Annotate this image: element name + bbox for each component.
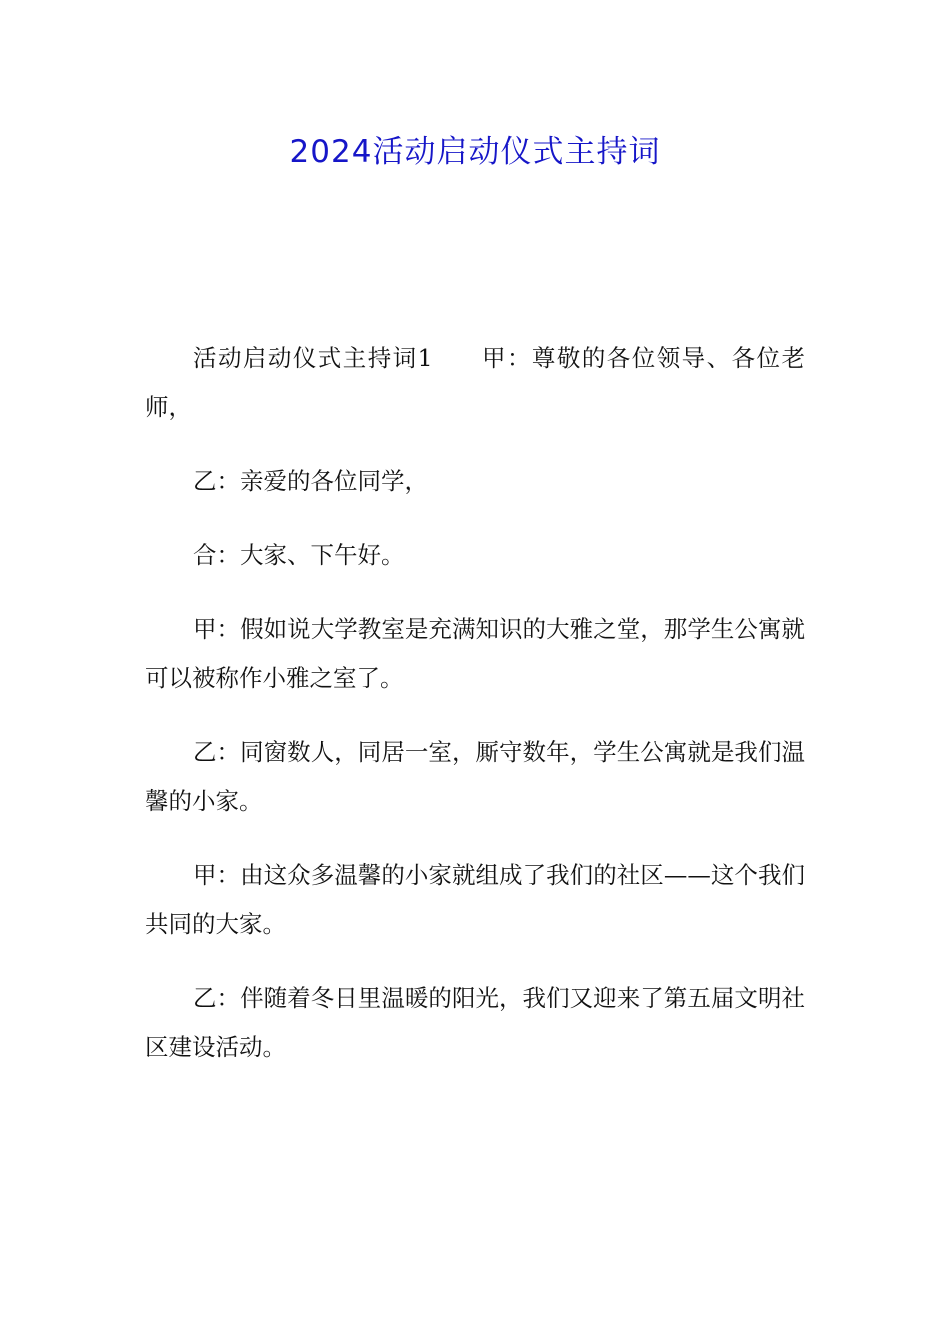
paragraph-1-text: 甲：尊敬的各位领导、各位老师， <box>145 344 805 421</box>
paragraph-1 <box>145 334 805 432</box>
section-heading: 活动启动仪式主持词1 <box>193 344 433 372</box>
document-title: 2024活动启动仪式主持词 <box>289 134 661 170</box>
paragraph-3: 合：大家、下午好。 <box>193 541 405 569</box>
paragraph-7: 乙：伴随着冬日里温暖的阳光，我们又迎来了第五届文明社区建设活动。 <box>145 984 805 1061</box>
paragraph-4: 甲：假如说大学教室是充满知识的大雅之堂，那学生公寓就可以被称作小雅之室了。 <box>145 615 805 692</box>
paragraph-2: 乙：亲爱的各位同学， <box>193 467 428 495</box>
paragraph-6: 甲：由这众多温馨的小家就组成了我们的社区——这个我们共同的大家。 <box>145 861 805 938</box>
paragraph-5: 乙：同窗数人，同居一室，厮守数年，学生公寓就是我们温馨的小家。 <box>145 738 805 815</box>
document-body <box>145 334 805 1097</box>
